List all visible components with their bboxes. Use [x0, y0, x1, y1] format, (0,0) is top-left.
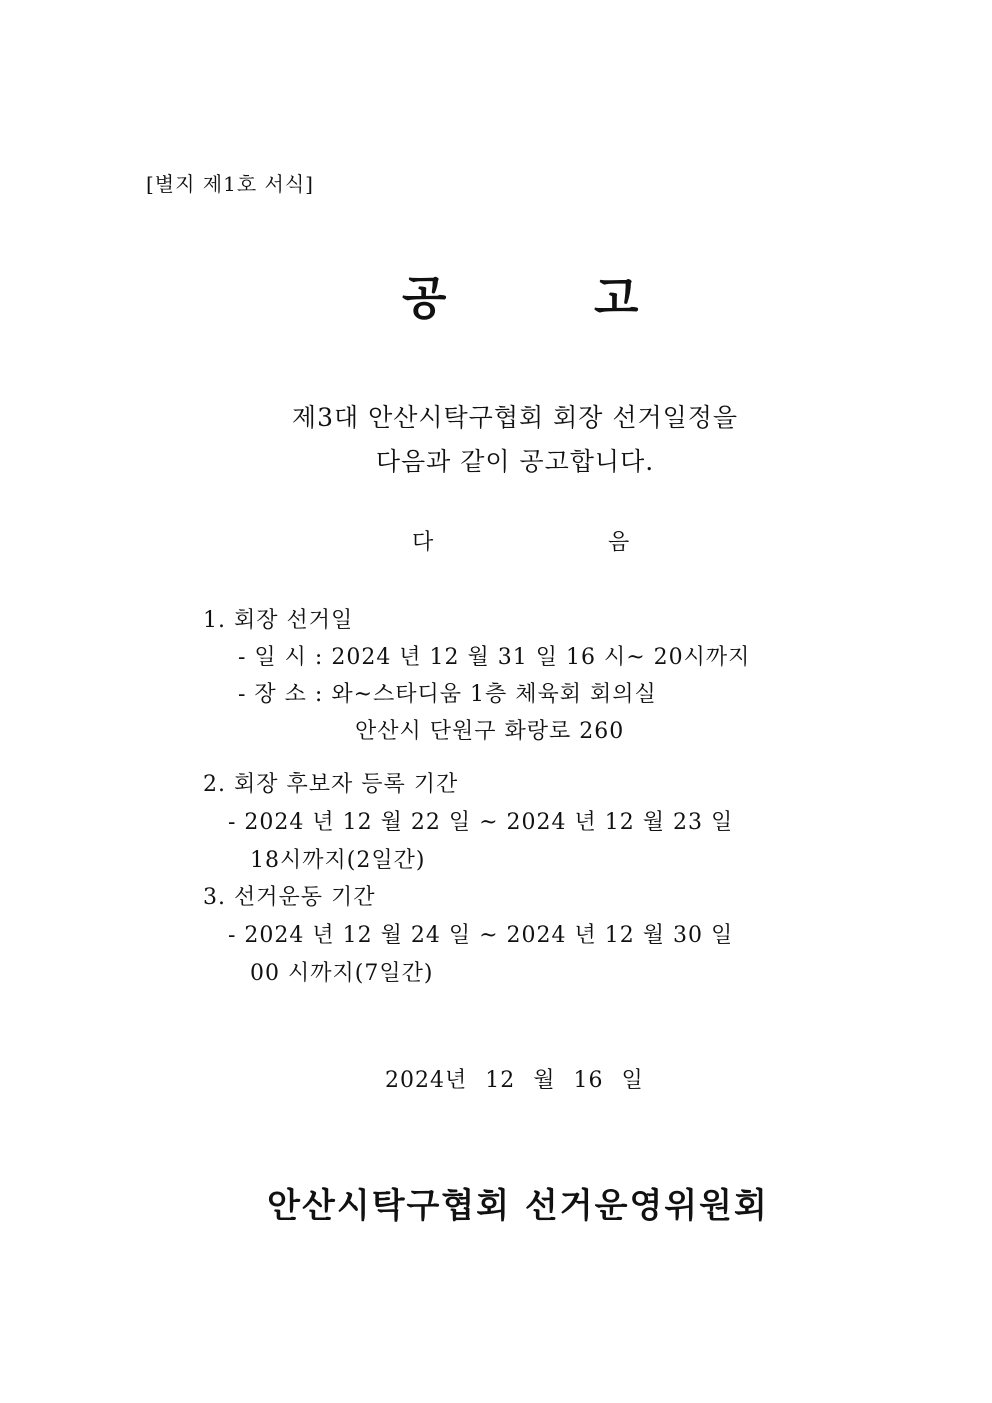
- section-3-title: 3. 선거운동 기간: [203, 885, 376, 910]
- section-1-place: - 장 소 : 와~스타디움 1층 체육회 회의실: [238, 682, 657, 707]
- section-1-title: 1. 회장 선거일: [203, 608, 354, 633]
- form-label: [별지 제1호 서식]: [146, 172, 314, 196]
- section-3-until: 00 시까지(7일간): [250, 961, 434, 986]
- section-1-datetime: - 일 시 : 2024 년 12 월 31 일 16 시~ 20시까지: [238, 645, 751, 670]
- announcement-date: 2024년 12 월 16 일: [385, 1068, 644, 1093]
- section-3-period: - 2024 년 12 월 24 일 ~ 2024 년 12 월 30 일: [228, 923, 734, 948]
- section-2-period: - 2024 년 12 월 22 일 ~ 2024 년 12 월 23 일: [228, 810, 734, 835]
- intro-line-1: 제3대 안산시탁구협회 회장 선거일정을: [291, 403, 739, 432]
- section-2-until: 18시까지(2일간): [250, 848, 426, 873]
- section-1-address: 안산시 단원구 화랑로 260: [355, 719, 625, 744]
- title-char-right: 고: [594, 271, 639, 325]
- intro-line-2: 다음과 같이 공고합니다.: [375, 447, 655, 476]
- title-char-left: 공: [402, 271, 447, 325]
- organization-name: 안산시탁구협회 선거운영위원회: [267, 1186, 769, 1226]
- heading-char-left: 다: [412, 530, 434, 555]
- heading-char-right: 음: [608, 530, 630, 555]
- section-2-title: 2. 회장 후보자 등록 기간: [203, 772, 459, 797]
